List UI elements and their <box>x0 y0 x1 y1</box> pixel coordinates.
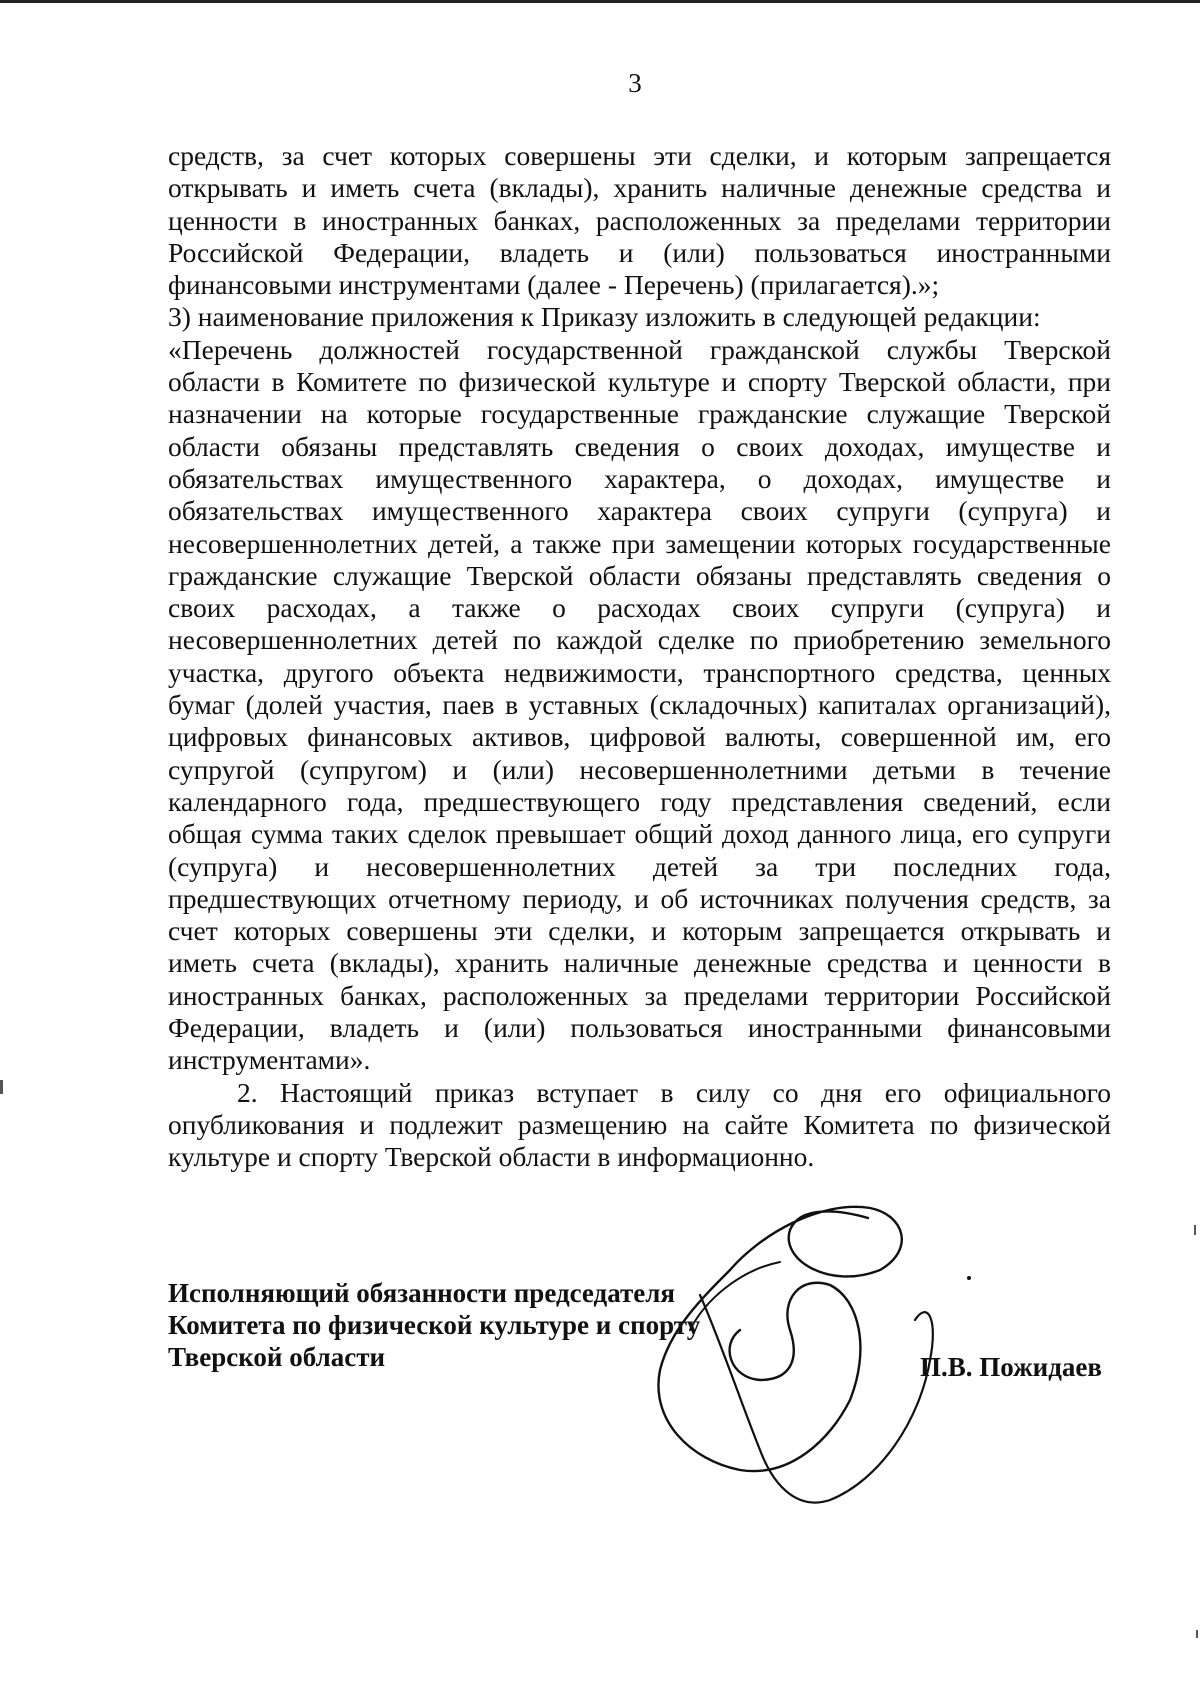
text-line: иностранных банках, расположенных за пределами территории Российской <box>168 979 1111 1011</box>
text-line: культуре и спорту Тверской области в информационно. <box>168 1141 815 1173</box>
text-line: Федерации, владеть и (или) пользоваться иностранными финансовыми <box>168 1012 1111 1044</box>
text-line: общая сумма таких сделок превышает общий доход данного лица, его супруги <box>168 818 1111 850</box>
document-body <box>168 140 1111 1174</box>
signatory-name: П.В. Пожидаев <box>920 1352 1102 1382</box>
signatory-title-line: Исполняющий обязанности председателя <box>168 1278 676 1308</box>
text-line: области обязаны представлять сведения о своих доходах, имуществе и <box>168 430 1111 462</box>
text-line: обязательствах имущественного характера, о доходах, имуществе и <box>168 462 1111 494</box>
text-line: открывать и иметь счета (вклады), хранить наличные денежные средства и <box>168 172 1111 204</box>
text-line: своих расходах, а также о расходах своих супруги (супруга) и <box>168 592 1111 624</box>
text-line: средств, за счет которых совершены эти сделки, и которым запрещается <box>168 140 1111 171</box>
scan-mark <box>1194 1225 1196 1235</box>
text-line: 2. Настоящий приказ вступает в силу со дня его официального <box>237 1076 1111 1108</box>
text-line: назначении на которые государственные гражданские служащие Тверской <box>168 398 1111 430</box>
page-number: 3 <box>628 68 642 98</box>
signatory-title-line: Тверской области <box>168 1342 386 1372</box>
text-line: обязательствах имущественного характера своих супруги (супруга) и <box>168 495 1111 527</box>
scan-mark <box>0 1080 3 1094</box>
text-line: ценности в иностранных банках, расположенных за пределами территории <box>168 204 1111 236</box>
signatory-title-line: Комитета по физической культуре и спорту <box>168 1310 701 1340</box>
text-line: цифровых финансовых активов, цифровой валюты, совершенной им, его <box>168 721 1111 753</box>
text-line: бумаг (долей участия, паев в уставных (складочных) капиталах организаций), <box>168 689 1111 721</box>
text-line: инструментами». <box>168 1044 371 1076</box>
text-line: области в Комитете по физической культуре и спорту Тверской области, при <box>168 366 1111 398</box>
text-line: (супруга) и несовершеннолетних детей за три последних года, <box>168 850 1111 882</box>
scan-top-edge <box>0 0 1200 3</box>
text-line: Российской Федерации, владеть и (или) пользоваться иностранными <box>168 236 1111 268</box>
text-line: иметь счета (вклады), хранить наличные денежные средства и ценности в <box>168 947 1111 979</box>
text-line: несовершеннолетних детей по каждой сделке по приобретению земельного <box>168 624 1111 656</box>
text-line: несовершеннолетних детей, а также при замещении которых государственные <box>168 527 1111 559</box>
text-line: участка, другого объекта недвижимости, транспортного средства, ценных <box>168 656 1111 688</box>
text-line: «Перечень должностей государственной гражданской службы Тверской <box>168 333 1111 365</box>
text-line: 3) наименование приложения к Приказу изложить в следующей редакции: <box>168 301 1041 333</box>
scan-mark <box>1196 1630 1198 1638</box>
text-line: гражданские служащие Тверской области обязаны представлять сведения о <box>168 559 1111 591</box>
text-line: супругой (супругом) и (или) несовершеннолетними детьми в течение <box>168 753 1111 785</box>
text-line: счет которых совершены эти сделки, и которым запрещается открывать и <box>168 915 1111 947</box>
text-line: календарного года, предшествующего году представления сведений, если <box>168 785 1111 817</box>
text-line: финансовыми инструментами (далее - Перечень) (прилагается).»; <box>168 269 940 301</box>
text-line: опубликования и подлежит размещению на сайте Комитета по физической <box>168 1108 1111 1140</box>
text-line: предшествующих отчетному периоду, и об источниках получения средств, за <box>168 882 1111 914</box>
